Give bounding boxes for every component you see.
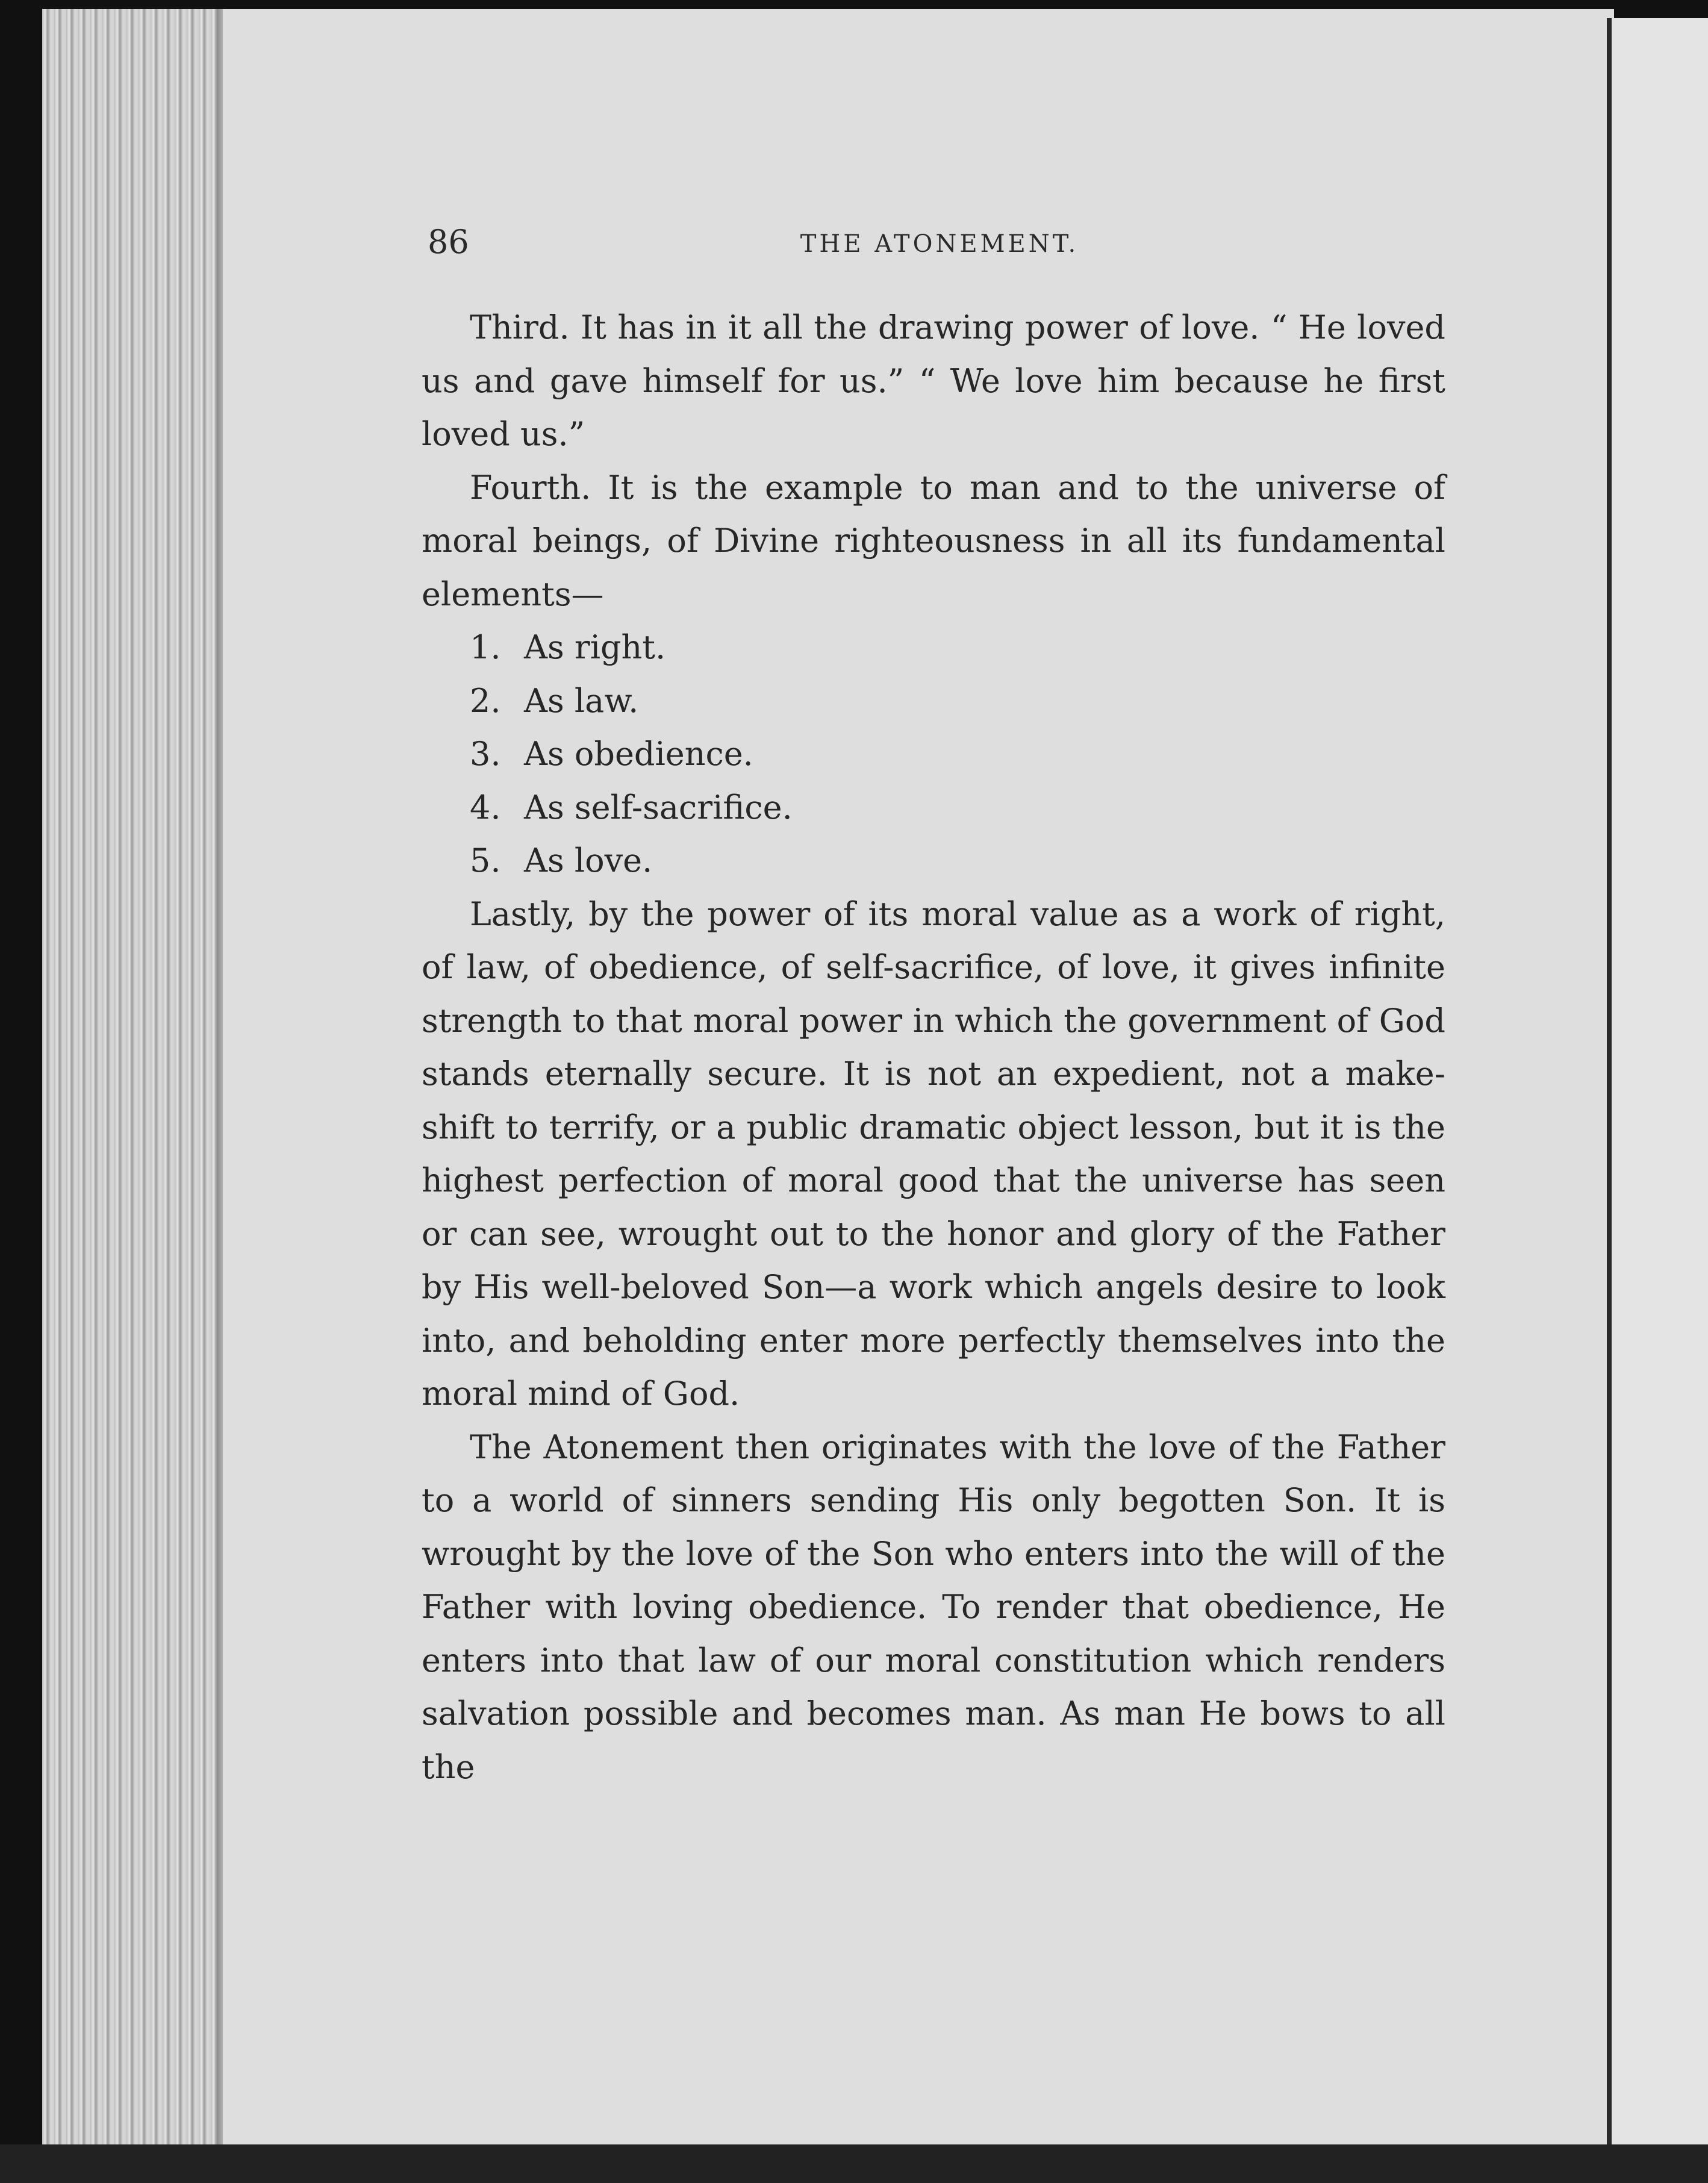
- list-item: [422, 781, 1445, 835]
- elements-list: [422, 621, 1445, 888]
- facing-page-edge: [1612, 18, 1708, 2163]
- list-item: [422, 621, 1445, 675]
- list-item-text: As love.: [524, 842, 653, 879]
- scan-bottom-border: [0, 2144, 1708, 2183]
- page-number: 86: [428, 223, 469, 261]
- list-item-number: 3.: [470, 735, 501, 773]
- body-text: [422, 301, 1445, 1794]
- list-item-number: 1.: [470, 628, 501, 666]
- running-head: [428, 217, 1451, 271]
- list-item-text: As law.: [524, 681, 639, 720]
- list-item-number: 4.: [470, 788, 501, 826]
- paragraph-fourth: Fourth. It is the example to man and to the universe of moral beings, of Divine righteousness in all its fundamental elements—: [422, 468, 1445, 613]
- book-gutter: [1607, 18, 1612, 2163]
- list-item-text: As right.: [524, 628, 666, 666]
- paragraph-third: Third. It has in it all the drawing power of love. “ He loved us and gave himself for us.” “ We love him because he first loved us.”: [422, 308, 1445, 453]
- paragraph-atonement: The Atonement then originates with the love of the Father to a world of sinners sending His only begotten Son. It is wrought by the love of the Son who enters into the will of the Father with loving obedience. To render that obedience, He enters into that law of our moral constitution which renders salvation possible and becomes man. As man He bows to all the: [422, 1428, 1445, 1786]
- list-item-number: 2.: [470, 681, 501, 720]
- list-item-text: As self-sacrifice.: [524, 788, 793, 826]
- list-item: [422, 728, 1445, 781]
- page-stack-edges: [42, 9, 223, 2153]
- running-title: THE ATONEMENT.: [800, 230, 1079, 258]
- list-item: [422, 675, 1445, 728]
- list-item-number: 5.: [470, 842, 501, 879]
- paragraph-lastly: Lastly, by the power of its moral value as a work of right, of law, of obedience, of self-sacrifice, of love, it gives infinite strength to that moral power in which the government of God stands eternally secure. It is not an expedient, not a make-shift to terrify, or a public dramatic object lesson, but it is the highest perfection of moral good that the universe has seen or can see, wrought out to the honor and glory of the Father by His well-beloved Son—a work which angels desire to look into, and beholding enter more perfectly themselves into the moral mind of God.: [422, 895, 1445, 1413]
- list-item: [422, 834, 1445, 888]
- list-item-text: As obedience.: [524, 735, 753, 773]
